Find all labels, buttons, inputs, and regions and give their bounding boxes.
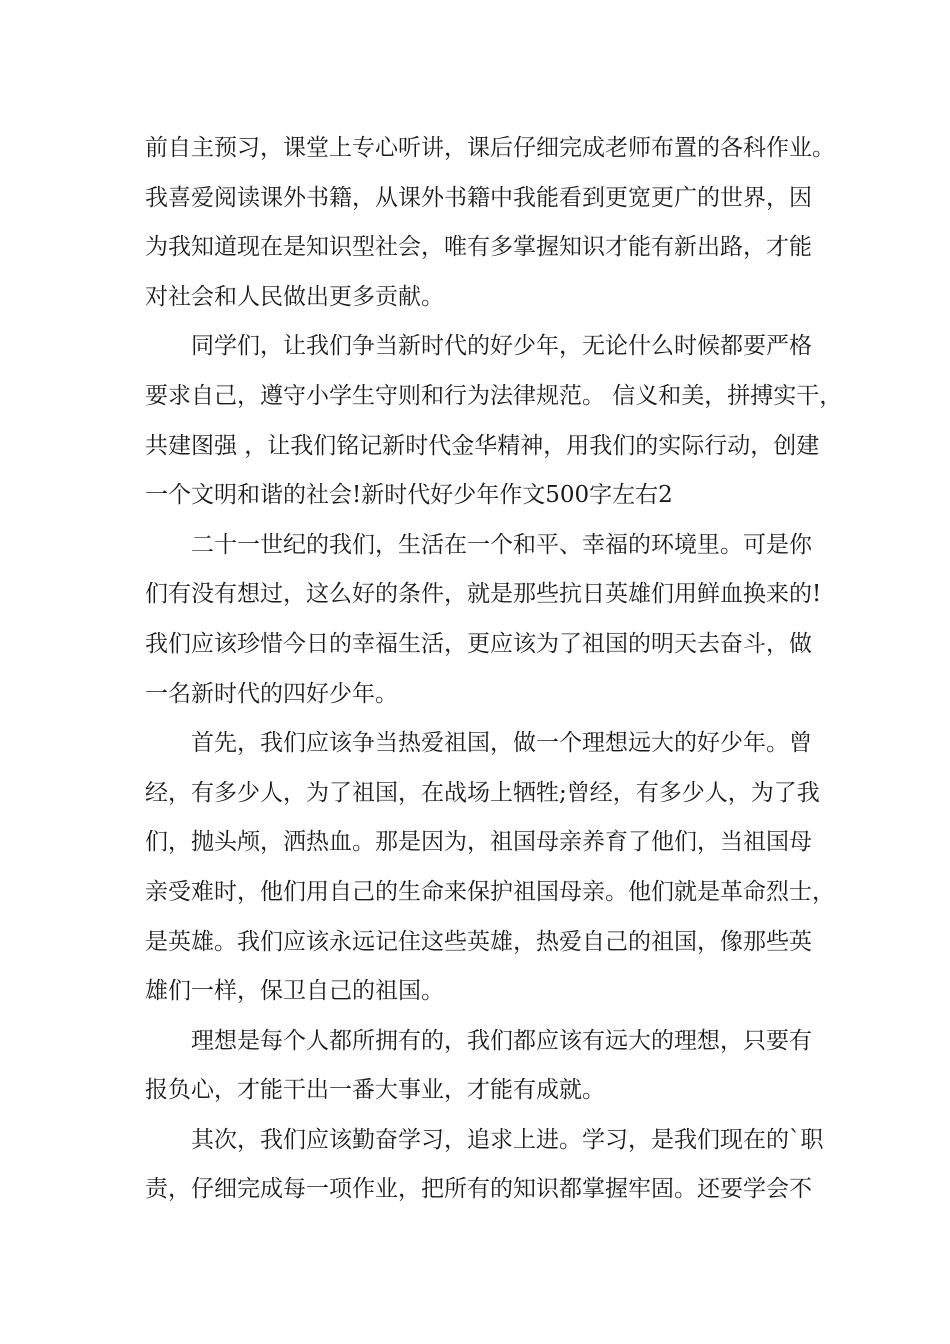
text-line: 亲受难时，他们用自己的生命来保护祖国母亲。他们就是革命烈士， <box>145 878 835 905</box>
text-line: 为我知道现在是知识型社会，唯有多掌握知识才能有新出路，才能 <box>145 234 812 261</box>
text-line: 一名新时代的四好少年。 <box>145 680 398 707</box>
text-line: 责，仔细完成每一项作业，把所有的知识都掌握牢固。还要学会不 <box>145 1176 812 1203</box>
body-text <box>145 124 843 1215</box>
text-line: 我喜爱阅读课外书籍，从课外书籍中我能看到更宽更广的世界，因 <box>145 184 812 211</box>
paragraph-first-line: 理想是每个人都所拥有的，我们都应该有远大的理想，只要有 <box>191 1027 812 1054</box>
text-line: 要求自己，遵守小学生守则和行为法律规范。 信义和美，拼搏实干， <box>145 382 843 409</box>
text-line: 共建图强 ，让我们铭记新时代金华精神，用我们的实际行动，创建 <box>145 432 820 459</box>
text-line: 们，抛头颅，洒热血。那是因为，祖国母亲养育了他们，当祖国母 <box>145 829 812 856</box>
paragraph-first-line: 其次，我们应该勤奋学习，追求上进。学习，是我们现在的`职 <box>191 1126 824 1153</box>
text-line: 经，有多少人，为了祖国，在战场上牺牲;曾经，有多少人，为了我 <box>145 779 820 806</box>
text-line: 前自主预习，课堂上专心听讲，课后仔细完成老师布置的各科作业。 <box>145 135 835 161</box>
paragraph-first-line: 首先，我们应该争当热爱祖国，做一个理想远大的好少年。曾 <box>191 730 812 757</box>
text-line: 对社会和人民做出更多贡献。 <box>145 283 444 310</box>
text-line: 我们应该珍惜今日的幸福生活，更应该为了祖国的明天去奋斗，做 <box>145 630 812 657</box>
paragraph-first-line: 同学们，让我们争当新时代的好少年，无论什么时候都要严格 <box>191 333 812 360</box>
paragraph-first-line: 二十一世纪的我们，生活在一个和平、幸福的环境里。可是你 <box>191 531 812 558</box>
text-line: 报负心，才能干出一番大事业，才能有成就。 <box>145 1077 605 1104</box>
text-line: 雄们一样，保卫自己的祖国。 <box>145 978 444 1005</box>
text-line: 们有没有想过，这么好的条件，就是那些抗日英雄们用鲜血换来的! <box>145 581 822 608</box>
text-line: 是英雄。我们应该永远记住这些英雄，热爱自己的祖国，像那些英 <box>145 928 812 955</box>
text-line: 一个文明和谐的社会!新时代好少年作文500字左右2 <box>145 482 673 509</box>
